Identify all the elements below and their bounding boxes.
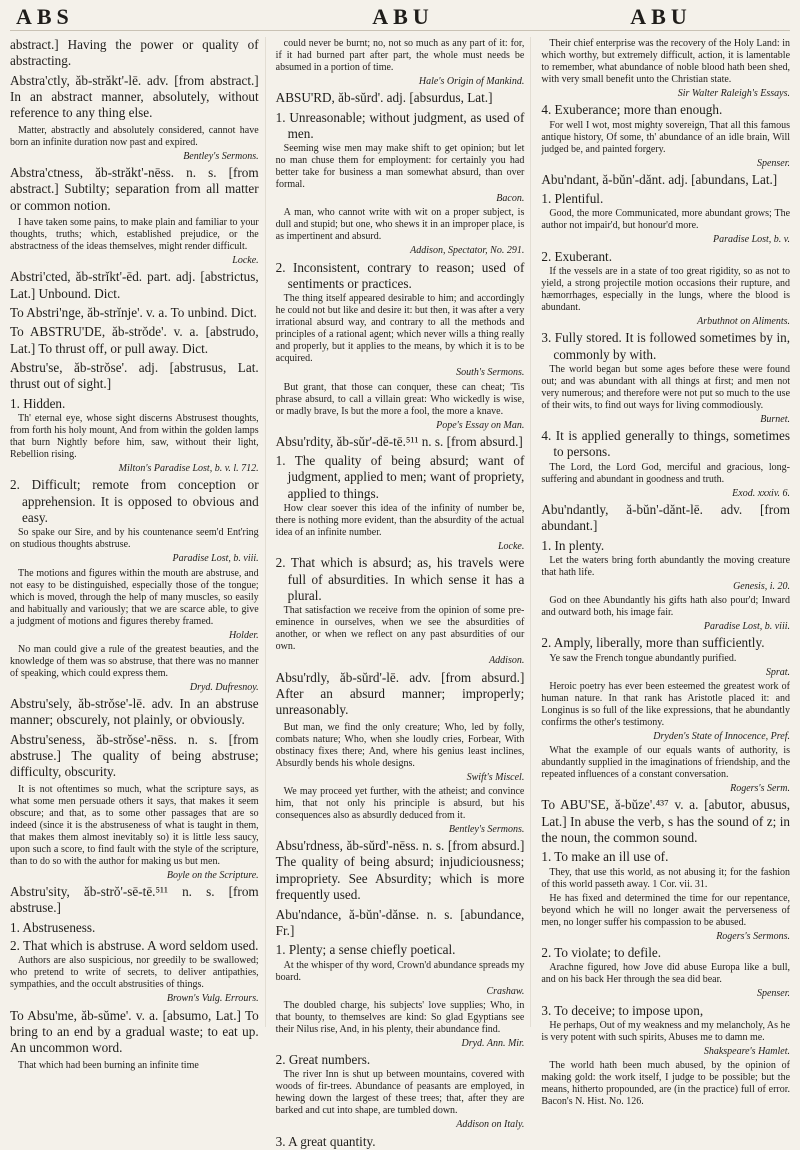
citation-quote: But grant, that those can conquer, these can cheat; 'Tis phrase absurd, to call a villain great: Who wickedly is wise, or madly brave, Is but the more a fool, the more a knave.	[275, 381, 525, 417]
dictionary-entry: Abstru'sity, ăb-strŏ'-sē-tē.⁵¹¹ n. s. [from abstruse.]	[10, 883, 259, 916]
citation-quote: Their chief enterprise was the recovery of the Holy Land: in which worthy, but extremely difficult, action, it is lamentable to remember, what abundance of noble blood hath been shed, with very small benefit unto the Christian state.	[541, 38, 791, 85]
entry-sense: 1. The quality of being absurd; want of judgment, applied to men; want of propriety, applied to things.	[275, 453, 525, 501]
entry-sense: 4. It is applied generally to things, sometimes to persons.	[541, 428, 791, 460]
dictionary-entry: Abu'ndance, ă-bŭn'-dănse. n. s. [abundance, Fr.]	[275, 906, 525, 938]
entry-sense: 3. To deceive; to impose upon,	[541, 1002, 704, 1018]
dictionary-entry: abstract.] Having the power or quality of abstracting.	[10, 37, 259, 69]
citation-source: Bacon.	[496, 193, 525, 205]
citation-quote: Heroic poetry has ever been esteemed the greatest work of human nature. In that rank has Aristotle placed it: and Longinus is so full of the like expressions, that he abundantly confirms the other's testimony.	[541, 681, 791, 728]
running-head-right: ABU	[630, 4, 692, 29]
citation-quote: Matter, abstractly and absolutely considered, cannot have born an infinite duration now past and expired.	[10, 124, 259, 148]
dictionary-entry: Abstru'sely, ăb-strŏse'-lē. adv. In an abstruse manner; obscurely, not plainly, or obviously.	[10, 695, 259, 728]
dictionary-entry: Abstra'ctly, ăb-străkt'-lē. adv. [from abstract.] In an abstract manner, absolutely, without reference to any thing else.	[10, 72, 259, 121]
column-left	[10, 37, 266, 1071]
citation-quote: At the whisper of thy word, Crown'd abundance spreads my board.	[275, 959, 525, 983]
citation-source: Paradise Lost, b. viii.	[703, 621, 791, 633]
citation-quote: We may proceed yet further, with the atheist; and convince him, that not only his principle is absurd, but his consequences also as absurdly deduced from it.	[275, 785, 525, 821]
citation-quote: The world hath been much abused, by the opinion of making gold: the work itself, I judge to be possible; but the means, hitherto propounded, are (in the practice) full of error. Bacon's N. Hist. No. 126.	[541, 1060, 791, 1108]
column-right	[541, 37, 791, 1108]
citation-quote: What the example of our equals wants of authority, is abundantly supplied in the imaginations of friendship, and the repeated influences of a constant conversation.	[541, 745, 791, 781]
citation-source: Boyle on the Scripture.	[166, 869, 259, 881]
citation-quote: The motions and figures within the mouth are abstruse, and not easy to be distinguished, especially those of the tongue; which is moved, through the help of many muscles, so easily and habitually and variously; that we are scarce able, to give a judgment of motions and figures thereby framed.	[10, 567, 259, 627]
dictionary-entry: Abu'ndant, ă-bŭn'-dănt. adj. [abundans, Lat.]	[541, 171, 778, 187]
entry-sense: 2. That which is abstruse. A word seldom used.	[10, 938, 259, 954]
dictionary-entry: To Abstri'nge, ăb-strĭnje'. v. a. To unbind. Dict.	[10, 304, 257, 320]
citation-source: Addison.	[489, 655, 525, 667]
citation-quote: A man, who cannot write with wit on a proper subject, is dull and stupid; but one, who shews it in an improper place, is as impertinent and absurd.	[275, 207, 525, 243]
citation-source: Burnet.	[760, 413, 791, 425]
citation-quote: I have taken some pains, to make plain and familiar to your thoughts, truths; which, established prejudice, or the abstractness of the ideas themselves, might render difficult.	[10, 217, 259, 253]
citation-source: Spenser.	[756, 157, 791, 169]
citation-source: Locke.	[497, 541, 525, 553]
citation-quote: That which had been burning an infinite time	[18, 1059, 199, 1071]
dictionary-entry: Abstru'seness, ăb-strŏse'-nēss. n. s. [from abstruse.] The quality of being abstruse; difficulty, obscurity.	[10, 731, 259, 780]
running-head-left: ABS	[16, 4, 74, 29]
running-head	[10, 4, 790, 31]
dictionary-entry: Abu'ndantly, ă-bŭn'-dănt-lē. adv. [from abundant.]	[541, 502, 791, 534]
citation-quote: For well I wot, most mighty sovereign, That all this famous antique history, Of some, th' abundance of an idle brain, Will judged be, and painted forgery.	[541, 119, 791, 155]
citation-quote: Seeming wise men may make shift to get opinion; but let no man chuse them for employment: for certainly you had better take for business a man somewhat absurd, than over formal.	[275, 143, 525, 191]
citation-quote: The doubled charge, his subjects' love supplies; Who, in that bounty, to themselves are kind: So glad Egyptians see their Nilus rise, And, in his plenty, their abundance find.	[275, 999, 525, 1035]
citation-source: Paradise Lost, b. v.	[712, 234, 791, 246]
citation-source: Holder.	[228, 629, 259, 641]
dictionary-entry: Absu'rdly, ăb-sŭrd'-lē. adv. [from absurd.] After an absurd manner; improperly; unreasonably.	[275, 669, 525, 718]
entry-sense: 2. That which is absurd; as, his travels were full of absurdities. In which sense it has a plural.	[275, 555, 525, 604]
text-columns	[10, 37, 791, 1149]
citation-quote: could never be burnt; no, not so much as any part of it: for, if it had burned part after part, the whole must needs be absumed in a portion of time.	[275, 38, 525, 73]
citation-quote: He has fixed and determined the time for our repentance, beyond which he will no longer await the perverseness of men, no longer suffer his compassion to be abused.	[541, 892, 791, 928]
citation-quote: Th' eternal eye, whose sight discerns Abstrusest thoughts, from forth his holy mount, And from within the golden lamps that burn Nightly before him, saw, without their light, Rebellion rising.	[10, 413, 259, 461]
citation-source: Rogers's Serm.	[730, 783, 791, 795]
dictionary-entry: ABSU'RD, ăb-sŭrd'. adj. [absurdus, Lat.]	[275, 90, 493, 106]
citation-source: Arbuthnot on Aliments.	[697, 316, 791, 327]
citation-quote: He perhaps, Out of my weakness and my melancholy, As he is very potent with such spirits, Abuses me to damn me.	[541, 1019, 791, 1043]
entry-sense: 2. To violate; to defile.	[541, 945, 662, 960]
citation-quote: The thing itself appeared desirable to him; and accordingly he could not but like and desire it: but then, it was after a very irrational absurd way, and contrary to all the methods and principles of a rational agent; which never wills a thing really and properly, but it applies to the means, by which it is to be acquired.	[275, 293, 525, 365]
column-middle	[275, 37, 532, 1149]
citation-source: Locke.	[232, 255, 259, 267]
dictionary-entry: Absu'rdness, ăb-sŭrd'-nēss. n. s. [from absurd.] The quality of being absurd; injudiciousness; impropriety. See Absurdity; which is more frequently used.	[275, 838, 525, 903]
citation-source: South's Sermons.	[456, 367, 525, 379]
citation-quote: If the vessels are in a state of too great rigidity, so as not to yield, a strong projectile motion occasions their rupture, and hæmorrhages, especially in the lungs, where the blood is abundant.	[541, 266, 791, 313]
entry-sense: 1. Plenty; a sense chiefly poetical.	[275, 942, 456, 958]
entry-sense: 2. Great numbers.	[275, 1051, 371, 1067]
citation-quote: The world began but some ages before these were found out; and was abundant with all things at first; and men not very numerous; and therefore were not put so much to the use of their wits, to find out ways for living commodiously.	[541, 363, 791, 411]
citation-source: Swift's Miscel.	[466, 771, 525, 783]
dictionary-entry: Abstri'cted, ăb-strĭkt'-ēd. part. adj. [abstrictus, Lat.] Unbound. Dict.	[10, 269, 259, 301]
entry-sense: 4. Exuberance; more than enough.	[541, 102, 723, 118]
entry-sense: 1. Unreasonable; without judgment, as used of men.	[275, 109, 525, 141]
citation-quote: Good, the more Communicated, more abundant grows; The author not impair'd, but honour'd more.	[541, 208, 791, 232]
citation-quote: So spake our Sire, and by his countenance seem'd Ent'ring on studious thoughts abstruse.	[10, 527, 259, 551]
citation-quote: No man could give a rule of the greatest beauties, and the knowledge of them was so abstruse, that there was no manner of speaking, which could express them.	[10, 643, 259, 679]
citation-quote: Ye saw the French tongue abundantly purified.	[549, 652, 737, 664]
dictionary-entry: To Absu'me, ăb-sŭme'. v. a. [absumo, Lat.] To bring to an end by a gradual waste; to eat up. An uncommon word.	[10, 1007, 259, 1056]
citation-quote: God on thee Abundantly his gifts hath also pour'd; Inward and outward both, his image fair.	[541, 595, 791, 619]
entry-sense: 2. Amply, liberally, more than sufficiently.	[541, 635, 765, 651]
citation-quote: The river Inn is shut up between mountains, covered with woods of fir-trees. Abundance of peasants are employed, in hewing down the largest of these trees; that, after they are barked and cut into shape, are tumbled down.	[275, 1069, 525, 1117]
citation-quote: It is not oftentimes so much, what the scripture says, as what some men persuade others it says, that makes it seem obscure; and that, as to some other passages that are so indeed (since it is the abstruseness of what is taught in them, that makes them almost inevitably so) it is little less saucy, upon such a score, to find fault with the style of the scripture, than to do so with the author for making us but men.	[10, 783, 259, 867]
citation-source: Bentley's Sermons.	[183, 150, 259, 162]
entry-sense: 1. To make an ill use of.	[541, 849, 669, 865]
citation-quote: But man, we find the only creature; Who, led by folly, combats nature; Who, when she loudly cries, Forbear, With obstinacy fixes there; And, where his genius least inclines, Absurdly bends his whole designs.	[275, 721, 525, 769]
dictionary-entry: To ABU'SE, ă-bŭze'.⁴³⁷ v. a. [abutor, abusus, Lat.] In abuse the verb, s has the sound of z; in the noun, the common sound.	[541, 797, 791, 846]
citation-source: Sprat.	[765, 666, 791, 678]
entry-sense: 1. Abstruseness.	[10, 919, 96, 935]
citation-source: Addison, Spectator, No. 291.	[410, 245, 525, 257]
citation-source: Dryd. Ann. Mir.	[461, 1037, 525, 1049]
citation-source: Dryd. Dufresnoy.	[189, 681, 259, 693]
citation-source: Spenser.	[756, 988, 791, 1000]
citation-quote: That satisfaction we receive from the opinion of some pre-eminence in ourselves, when we see the absurdities of another, or when we reflect on any past absurdities of our own.	[275, 605, 525, 653]
dictionary-entry: To ABSTRU'DE, ăb-strŏde'. v. a. [abstrudo, Lat.] To thrust off, or pull away. Dict.	[10, 324, 259, 356]
citation-source: Bentley's Sermons.	[448, 823, 525, 835]
citation-source: Rogers's Sermons.	[716, 930, 791, 942]
citation-quote: How clear soever this idea of the infinity of number be, there is nothing more evident, than the absurdity of the actual idea of an infinite number.	[275, 503, 525, 539]
running-head-center: ABU	[372, 4, 434, 29]
citation-source: Brown's Vulg. Errours.	[166, 993, 259, 1005]
entry-sense: 2. Inconsistent, contrary to reason; used of sentiments or practices.	[275, 259, 525, 291]
citation-source: Pope's Essay on Man.	[436, 419, 525, 431]
citation-source: Sir Walter Raleigh's Essays.	[677, 88, 791, 99]
citation-quote: Arachne figured, how Jove did abuse Europa like a bull, and on his back Her through the sea did bear.	[541, 962, 791, 986]
citation-source: Paradise Lost, b. viii.	[172, 553, 259, 565]
citation-quote: The Lord, the Lord God, merciful and gracious, long-suffering and abundant in goodness and truth.	[541, 461, 791, 485]
entry-sense: 1. Plentiful.	[541, 191, 604, 207]
entry-sense: 1. In plenty.	[541, 537, 605, 553]
entry-sense: 2. Difficult; remote from conception or apprehension. It is opposed to obvious and easy.	[10, 477, 259, 526]
entry-sense: 2. Exuberant.	[541, 248, 613, 264]
citation-source: Dryden's State of Innocence, Pref.	[653, 731, 791, 742]
citation-source: Crashaw.	[486, 985, 525, 997]
dictionary-entry: Abstru'se, ăb-strŏse'. adj. [abstrusus, Lat. thrust out of sight.]	[10, 360, 259, 392]
citation-quote: They, that use this world, as not abusing it; for the fashion of this world passeth away. 1 Cor. vii. 31.	[541, 866, 791, 890]
citation-source: Genesis, i. 20.	[733, 581, 791, 593]
citation-quote: Authors are also suspicious, nor greedily to be swallowed; who pretend to write of secrets, to deliver antipathies, sympathies, and the occult abstrusities of things.	[10, 955, 259, 991]
citation-quote: Let the waters bring forth abundantly the moving creature that hath life.	[541, 555, 791, 579]
dictionary-entry: Absu'rdity, ăb-sŭr'-dē-tē.⁵¹¹ n. s. [from absurd.]	[275, 433, 523, 449]
citation-source: Milton's Paradise Lost, b. v. l. 712.	[118, 463, 259, 475]
citation-source: Hale's Origin of Mankind.	[418, 76, 525, 87]
entry-sense: 3. A great quantity.	[275, 1133, 376, 1149]
citation-source: Addison on Italy.	[456, 1119, 525, 1131]
citation-source: Exod. xxxiv. 6.	[732, 487, 791, 499]
entry-sense: 1. Hidden.	[10, 395, 66, 411]
entry-sense: 3. Fully stored. It is followed sometimes by in, commonly by with.	[541, 330, 791, 362]
dictionary-entry: Abstra'ctness, ăb-străkt'-nēss. n. s. [from abstract.] Subtilty; separation from all matter or common notion.	[10, 164, 259, 213]
citation-source: Shakspeare's Hamlet.	[703, 1045, 791, 1057]
